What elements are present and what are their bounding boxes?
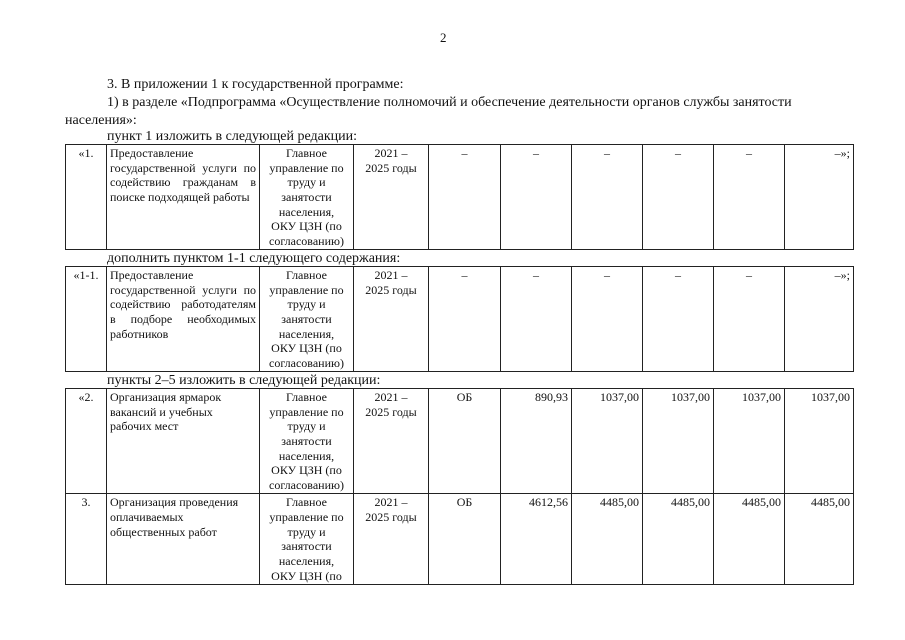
row-value-4: 4485,00 [714,494,785,585]
row-executor: Главное управление по труду и занятости населения, ОКУ ЦЗН (по согласованию) [260,145,354,250]
row-value-3: 1037,00 [643,389,714,494]
row-executor: Главное управление по труду и занятости населения, ОКУ ЦЗН (по согласованию) [260,389,354,494]
row-number: 3. [66,494,107,585]
row-value-1: – [501,267,572,372]
row-executor: Главное управление по труду и занятости населения, ОКУ ЦЗН (по согласованию) [260,267,354,372]
row-name: Предоставление государственной услуги по содействию работодателям в подборе необходимых работников [107,267,260,372]
add-heading: дополнить пунктом 1-1 следующего содержания: [107,251,401,266]
table-items-2-5 [65,388,854,585]
row-source: ОБ [429,389,501,494]
row-value-3: 4485,00 [643,494,714,585]
row-value-2: – [572,267,643,372]
row-value-4: – [714,145,785,250]
row-value-1: – [501,145,572,250]
row-name: Организация проведения оплачиваемых общественных работ [107,494,260,585]
row-value-1: 4612,56 [501,494,572,585]
table-row [66,389,854,494]
row-name: Предоставление государственной услуги по содействию гражданам в поиске подходящей работы [107,145,260,250]
page-number: 2 [440,30,447,45]
table-row [66,267,854,372]
row-value-3: – [643,145,714,250]
row-source: – [429,145,501,250]
row-name: Организация ярмарок вакансий и учебных рабочих мест [107,389,260,494]
row-value-3: – [643,267,714,372]
row-number: «1. [66,145,107,250]
row-source: ОБ [429,494,501,585]
row-value-4: 1037,00 [714,389,785,494]
row-executor: Главное управление по труду и занятости населения, ОКУ ЦЗН (по [260,494,354,585]
row-source: – [429,267,501,372]
row-value-2: 1037,00 [572,389,643,494]
row-value-5: –»; [785,145,854,250]
table-item-1-1 [65,266,854,372]
row-value-5: 4485,00 [785,494,854,585]
row-number: «1-1. [66,267,107,372]
items-heading: пункты 2–5 изложить в следующей редакции: [107,373,381,388]
intro-line-1: 3. В приложении 1 к государственной программе: [107,77,404,92]
intro-line-3: населения»: [65,113,137,128]
row-period: 2021 – 2025 годы [354,267,429,372]
row-period: 2021 – 2025 годы [354,145,429,250]
row-value-5: 1037,00 [785,389,854,494]
table-row [66,145,854,250]
row-value-4: – [714,267,785,372]
row-period: 2021 – 2025 годы [354,389,429,494]
row-value-5: –»; [785,267,854,372]
row-value-2: 4485,00 [572,494,643,585]
intro-line-4: пункт 1 изложить в следующей редакции: [107,129,357,144]
table-row [66,494,854,585]
row-value-1: 890,93 [501,389,572,494]
table-item-1 [65,144,854,250]
row-number: «2. [66,389,107,494]
intro-line-2: 1) в разделе «Подпрограмма «Осуществление полномочий и обеспечение деятельности органов службы занятости [107,95,792,110]
row-value-2: – [572,145,643,250]
row-period: 2021 – 2025 годы [354,494,429,585]
